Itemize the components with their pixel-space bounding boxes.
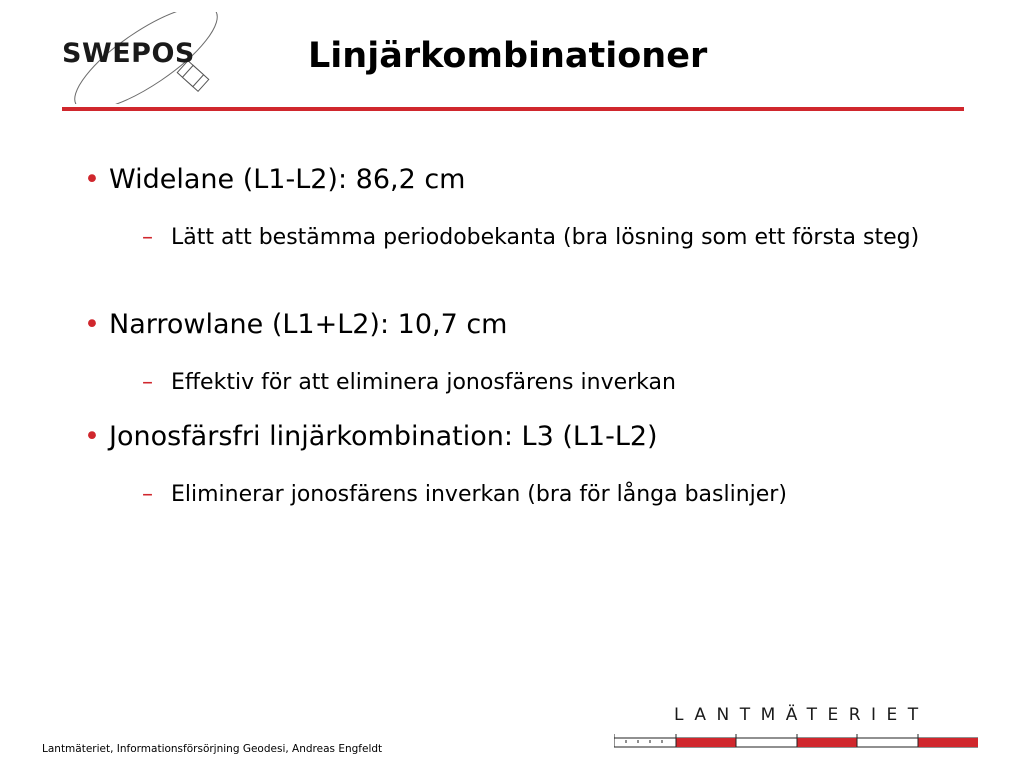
scale-bar-icon [614,734,978,748]
swepos-logo [56,12,236,104]
sub-item-text: Eliminerar jonosfärens inverkan (bra för långa baslinjer) [171,482,787,507]
bullet-list [84,160,984,510]
list-item [84,160,984,305]
bullet-text: Jonosfärsfri linjärkombination: L3 (L1-L2) [109,421,658,452]
page-title: Linjärkombinationer [308,36,708,76]
title-divider [62,107,964,111]
footer-credit: Lantmäteriet, Informationsförsörjning Geodesi, Andreas Engfeldt [42,743,383,755]
sub-item [84,479,984,510]
bullet-icon: • [84,164,100,195]
sub-item [84,222,984,253]
bullet-icon: • [84,421,100,452]
dash-icon: – [142,370,153,395]
sub-item-text: Lätt att bestämma periodobekanta (bra lösning som ett första steg) [171,225,920,250]
bullet-text: Narrowlane (L1+L2): 10,7 cm [109,309,508,340]
logo-wordmark: SWEPOS [62,38,195,69]
list-item [84,305,984,417]
sub-item [84,367,984,398]
dash-icon: – [142,225,153,250]
sub-item-text: Effektiv för att eliminera jonosfärens inverkan [171,370,676,395]
dash-icon: – [142,482,153,507]
bullet-icon: • [84,309,100,340]
list-item [84,417,984,510]
lantmateriet-logo: LANTMÄTERIET [674,705,929,725]
bullet-text: Widelane (L1-L2): 86,2 cm [109,164,466,195]
